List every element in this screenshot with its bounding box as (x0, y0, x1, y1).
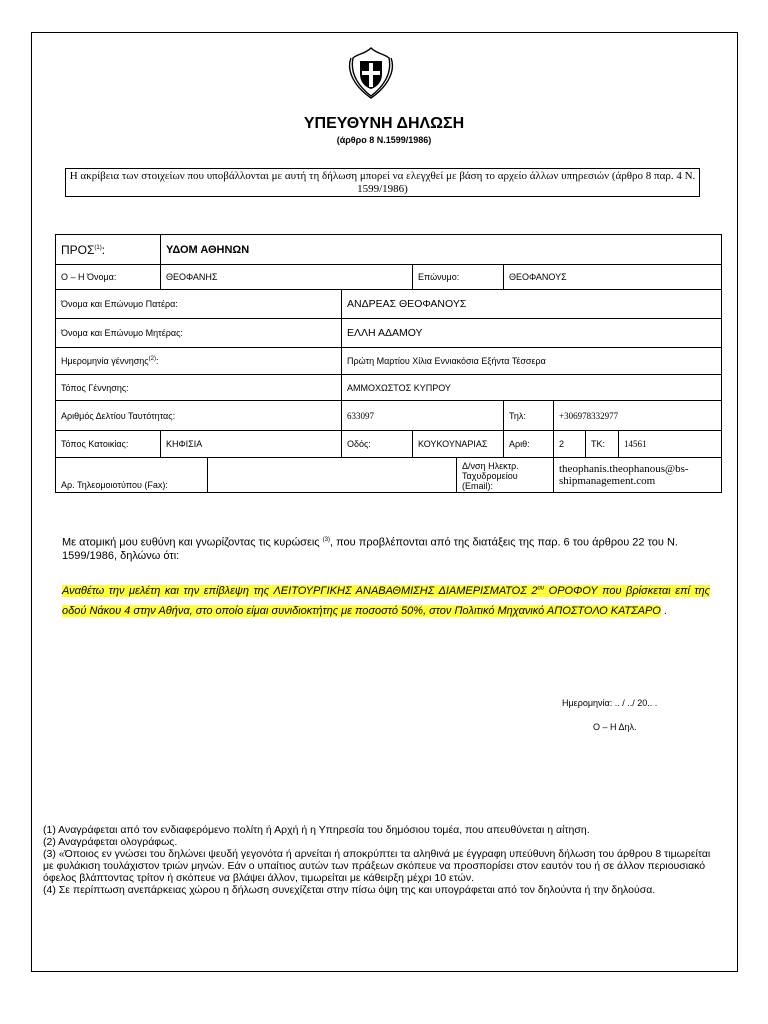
footnote: (4) Σε περίπτωση ανεπάρκειας χώρου η δήλωση συνεχίζεται στην πίσω όψη της και υπογράφεται από τον δηλούντα ή την δηλούσα. (43, 884, 656, 896)
declaration-form (55, 234, 722, 493)
form-row-birthdate (56, 348, 722, 375)
mother-label: Όνομα και Επώνυμο Μητέρας: (56, 319, 342, 348)
residence-value[interactable]: ΚΗΦΙΣΙΑ (161, 431, 342, 458)
footnotes (43, 824, 723, 896)
street-value[interactable]: ΚΟΥΚΟΥΝΑΡΙΑΣ (413, 431, 504, 458)
fax-label: Αρ. Τηλεομοιοτύπου (Fax): (56, 458, 208, 493)
name-value[interactable]: ΘΕΟΦΑΝΗΣ (161, 265, 413, 290)
form-row-id (56, 401, 722, 431)
footnote: (3) «Όποιος εν γνώσει του δηλώνει ψευδή γεγονότα ή αρνείται ή αποκρύπτει τα αληθινά με έγγραφη υπεύθυνη δήλωση του άρθρου 8 τιμωρείται με φυλάκιση τουλάχιστον τριών μηνών. Εάν ο υπαίτιος αυτών των πράξεων σκόπευε να προσπορίσει στον εαυτόν του ή σε άλλον περιουσιακό όφελος βλάπτοντας τρίτον ή σκόπευε να βλάψει άλλον, τιμωρείται με κάθειρξη μέχρι 10 ετών. (43, 848, 711, 884)
residence-label: Τόπος Κατοικίας: (56, 431, 161, 458)
birthplace-value[interactable]: ΑΜΜΟΧΩΣΤΟΣ ΚΥΠΡΟΥ (342, 375, 722, 401)
greek-emblem-icon (343, 44, 399, 100)
phone-label: Τηλ: (504, 401, 554, 431)
footnote: (1) Αναγράφεται από τον ενδιαφερόμενο πολίτη ή Αρχή ή η Υπηρεσία του δημόσιου τομέα, που απευθύνεται η αίτηση. (43, 824, 590, 836)
form-row-name (56, 265, 722, 290)
footnote: (2) Αναγράφεται ολογράφως. (43, 836, 178, 848)
form-row-address (56, 431, 722, 458)
form-row-mother (56, 319, 722, 348)
document-title: ΥΠΕΥΘΥΝΗ ΔΗΛΩΣΗ (303, 115, 465, 132)
birthplace-label: Τόπος Γέννησης: (56, 375, 342, 401)
form-row-contact (56, 458, 722, 493)
surname-label: Επώνυμο: (413, 265, 504, 290)
form-row-father (56, 290, 722, 319)
declaration-intro: Με ατομική μου ευθύνη και γνωρίζοντας τις κυρώσεις $^{(3)}$, που προβλέπονται από της διατάξεις της παρ. 6 του άρθρου 22 του Ν. 1599/1986, δηλώνω ότι: (62, 536, 678, 562)
birthdate-label: Ημερομηνία γέννησης$^{(2)}$: (56, 348, 342, 375)
number-value[interactable]: 2 (554, 431, 586, 458)
to-label: ΠΡΟΣ$^{(1)}$: (56, 235, 161, 265)
form-row-birthplace (56, 375, 722, 401)
surname-value[interactable]: ΘΕΟΦΑΝΟΥΣ (504, 265, 722, 290)
document-subtitle: (άρθρο 8 Ν.1599/1986) (336, 135, 432, 145)
mother-value[interactable]: ΕΛΛΗ ΑΔΑΜΟΥ (342, 319, 722, 348)
email-label: Δ/νση Ηλεκτρ. Ταχυδρομείου (Email): (457, 458, 554, 493)
email-value[interactable]: theophanis.theophanous@bs- shipmanagement.com (554, 458, 722, 493)
accuracy-note: Η ακρίβεια των στοιχείων που υποβάλλονται με αυτή τη δήλωση μπορεί να ελεγχθεί με βάση το αρχείο άλλων υπηρεσιών (άρθρο 8 παρ. 4 Ν. 1599/1986) (65, 168, 700, 197)
number-label: Αριθ: (504, 431, 554, 458)
zip-value[interactable]: 14561 (619, 431, 722, 458)
father-label: Όνομα και Επώνυμο Πατέρα: (56, 290, 342, 319)
form-row-to (56, 235, 722, 265)
street-label: Οδός: (342, 431, 413, 458)
signer-label: Ο – Η Δηλ. (593, 722, 637, 732)
signature-date: Ημερομηνία: .. / ../ 20.. . (562, 698, 658, 708)
id-value[interactable]: 633097 (342, 401, 504, 431)
birthdate-value[interactable]: Πρώτη Μαρτίου Χίλια Εννιακόσια Εξήντα Τέσσερα (342, 348, 722, 375)
father-value[interactable]: ΑΝΔΡΕΑΣ ΘΕΟΦΑΝΟΥΣ (342, 290, 722, 319)
declaration-statement: Αναθέτω την μελέτη και την επίβλεψη της ΛΕΙΤΟΥΡΓΙΚΗΣ ΑΝΑΒΑΘΜΙΣΗΣ ΔΙΑΜΕΡΙΣΜΑΤΟΣ $2^{o\upsilon}$ ΟΡΟΦΟΥ που βρίσκεται επί της οδού Νάκου 4 στην Αθήνα, στο οποίο είμαι συνιδιοκτήτης με ποσοστό 50%, στον Πολιτικό Μηχανικό ΑΠΟΣΤΟΛΟ ΚΑΤΣΑΡΟ . (62, 584, 710, 617)
phone-value[interactable]: +306978332977 (554, 401, 722, 431)
name-label: Ο – Η Όνομα: (56, 265, 161, 290)
to-value[interactable]: ΥΔΟΜ ΑΘΗΝΩΝ (161, 235, 722, 265)
zip-label: ΤΚ: (586, 431, 619, 458)
id-label: Αριθμός Δελτίου Ταυτότητας: (56, 401, 342, 431)
fax-value[interactable] (208, 458, 457, 493)
